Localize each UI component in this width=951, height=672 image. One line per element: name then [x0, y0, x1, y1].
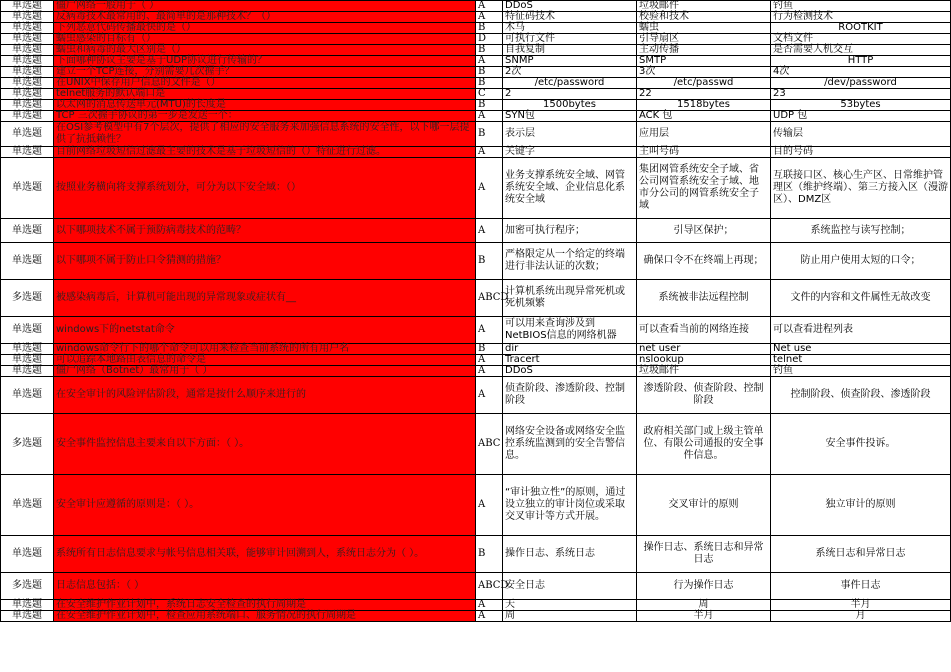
- option-c[interactable]: /dev/password: [771, 78, 951, 89]
- answer-cell[interactable]: A: [476, 317, 503, 344]
- answer-cell[interactable]: A: [476, 158, 503, 219]
- option-b[interactable]: 引导扇区: [637, 34, 771, 45]
- option-a[interactable]: 可执行文件: [503, 34, 637, 45]
- option-b[interactable]: 引导区保护；: [637, 219, 771, 243]
- question-type[interactable]: 单选题: [1, 317, 54, 344]
- option-b[interactable]: 交叉审计的原则: [637, 475, 771, 536]
- option-b[interactable]: 集团网管系统安全子域、省公司网管系统安全子域、地市分公司的网管系统安全子域: [637, 158, 771, 219]
- option-a[interactable]: 严格限定从一个给定的终端进行非法认证的次数；: [503, 243, 637, 280]
- option-c[interactable]: 钓鱼: [771, 366, 951, 377]
- question-text[interactable]: 蠕虫感染的目标有（）: [54, 34, 476, 45]
- answer-cell[interactable]: B: [476, 100, 503, 111]
- option-a[interactable]: 安全日志: [503, 573, 637, 600]
- table-row: [1, 366, 951, 377]
- question-type[interactable]: 多选题: [1, 573, 54, 600]
- question-type[interactable]: 单选题: [1, 34, 54, 45]
- option-b[interactable]: nslookup: [637, 355, 771, 366]
- answer-cell[interactable]: B: [476, 344, 503, 355]
- option-a[interactable]: 可以用来查询涉及到NetBIOS信息的网络机器: [503, 317, 637, 344]
- question-text[interactable]: 可以追踪本地路由表信息的命令是: [54, 355, 476, 366]
- option-a[interactable]: 特征码技术: [503, 12, 637, 23]
- question-text[interactable]: telnet服务的默认端口是: [54, 89, 476, 100]
- answer-cell[interactable]: ABC: [476, 414, 503, 475]
- table-row: [1, 536, 951, 573]
- table-row: [1, 34, 951, 45]
- table-row: [1, 414, 951, 475]
- table-row: [1, 122, 951, 147]
- table-row: [1, 344, 951, 355]
- table-row: [1, 56, 951, 67]
- question-text[interactable]: 僵尸网络（Botnet）最常用于（ ）: [54, 366, 476, 377]
- question-text[interactable]: 建立一个TCP连接，分别需要几次握手？: [54, 67, 476, 78]
- question-type[interactable]: 单选题: [1, 1, 54, 12]
- option-c[interactable]: 系统监控与读写控制；: [771, 219, 951, 243]
- question-type[interactable]: 单选题: [1, 67, 54, 78]
- option-b[interactable]: SMTP: [637, 56, 771, 67]
- question-text[interactable]: 在安全维护作业计划中，系统日志安全检查的执行周期是: [54, 600, 476, 611]
- question-text[interactable]: 安全审计应遵循的原则是：（ ）。: [54, 475, 476, 536]
- option-b[interactable]: 行为操作日志: [637, 573, 771, 600]
- question-type[interactable]: 多选题: [1, 414, 54, 475]
- option-c[interactable]: 安全事件投诉。: [771, 414, 951, 475]
- option-b[interactable]: 校验和技术: [637, 12, 771, 23]
- table-row: [1, 100, 951, 111]
- table-row: [1, 600, 951, 611]
- question-type[interactable]: 单选题: [1, 12, 54, 23]
- question-text[interactable]: 下列恶意代码传播最快的是（）: [54, 23, 476, 34]
- table-row: [1, 317, 951, 344]
- option-b[interactable]: 渗透阶段、侦查阶段、控制阶段: [637, 377, 771, 414]
- option-c[interactable]: 半月: [771, 600, 951, 611]
- answer-cell[interactable]: A: [476, 377, 503, 414]
- question-type[interactable]: 单选题: [1, 89, 54, 100]
- question-type[interactable]: 单选题: [1, 600, 54, 611]
- question-type[interactable]: 单选题: [1, 158, 54, 219]
- question-type[interactable]: 单选题: [1, 122, 54, 147]
- option-c[interactable]: 4次: [771, 67, 951, 78]
- question-text[interactable]: windows下的netstat命令: [54, 317, 476, 344]
- question-type[interactable]: 单选题: [1, 45, 54, 56]
- option-a[interactable]: 2: [503, 89, 637, 100]
- option-b[interactable]: 确保口令不在终端上再现；: [637, 243, 771, 280]
- answer-cell[interactable]: A: [476, 355, 503, 366]
- question-text[interactable]: 日志信息包括：（ ）: [54, 573, 476, 600]
- answer-cell[interactable]: A: [476, 1, 503, 12]
- table-row: [1, 377, 951, 414]
- option-b[interactable]: 周: [637, 600, 771, 611]
- option-b[interactable]: 垃圾邮件: [637, 1, 771, 12]
- table-row: [1, 573, 951, 600]
- option-a[interactable]: 周: [503, 611, 637, 622]
- table-row: [1, 280, 951, 317]
- question-type[interactable]: 单选题: [1, 475, 54, 536]
- option-b[interactable]: /etc/passwd: [637, 78, 771, 89]
- question-type[interactable]: 单选题: [1, 366, 54, 377]
- option-a[interactable]: 侦查阶段、渗透阶段、控制阶段: [503, 377, 637, 414]
- option-a[interactable]: 1500bytes: [503, 100, 637, 111]
- option-a[interactable]: DDoS: [503, 1, 637, 12]
- answer-cell[interactable]: B: [476, 536, 503, 573]
- question-type[interactable]: 单选题: [1, 344, 54, 355]
- question-text[interactable]: 按照业务横向将支撑系统划分，可分为以下安全域：（）: [54, 158, 476, 219]
- option-a[interactable]: “审计独立性”的原则，通过设立独立的审计岗位或采取交叉审计等方式开展。: [503, 475, 637, 536]
- option-a[interactable]: 计算机系统出现异常死机或死机频繁: [503, 280, 637, 317]
- option-c[interactable]: 可以查看进程列表: [771, 317, 951, 344]
- option-c[interactable]: 传输层: [771, 122, 951, 147]
- question-text[interactable]: 安全事件监控信息主要来自以下方面：（ ）。: [54, 414, 476, 475]
- question-type[interactable]: 单选题: [1, 78, 54, 89]
- question-text[interactable]: 反病毒技术最常用的、最简单的是那种技术？（）: [54, 12, 476, 23]
- answer-cell[interactable]: A: [476, 147, 503, 158]
- option-a[interactable]: SYN包: [503, 111, 637, 122]
- option-c[interactable]: UDP 包: [771, 111, 951, 122]
- option-b[interactable]: 半月: [637, 611, 771, 622]
- table-row: [1, 12, 951, 23]
- option-b[interactable]: net user: [637, 344, 771, 355]
- answer-cell[interactable]: A: [476, 366, 503, 377]
- option-c[interactable]: 文档文件: [771, 34, 951, 45]
- table-row: [1, 243, 951, 280]
- question-text[interactable]: 目前网络垃圾短信过滤最主要的技术是基于垃圾短信的（）特征进行过滤。: [54, 147, 476, 158]
- option-a[interactable]: 2次: [503, 67, 637, 78]
- question-text[interactable]: TCP 三次握手协议的第一步是发送一个：: [54, 111, 476, 122]
- answer-cell[interactable]: B: [476, 67, 503, 78]
- question-text[interactable]: 在安全审计的风险评估阶段，通常是按什么顺序来进行的: [54, 377, 476, 414]
- option-c[interactable]: ROOTKIT: [771, 23, 951, 34]
- question-text[interactable]: 以下哪项不属于防止口令猜测的措施？: [54, 243, 476, 280]
- table-row: [1, 147, 951, 158]
- question-type[interactable]: 单选题: [1, 23, 54, 34]
- question-text[interactable]: 蠕虫和病毒的最大区别是（）: [54, 45, 476, 56]
- option-b[interactable]: 应用层: [637, 122, 771, 147]
- question-type[interactable]: 单选题: [1, 100, 54, 111]
- answer-cell[interactable]: ABCD: [476, 280, 503, 317]
- table-row: [1, 219, 951, 243]
- question-text[interactable]: 下面哪种协议主要是基于UDP协议进行传输的？: [54, 56, 476, 67]
- question-type[interactable]: 单选题: [1, 111, 54, 122]
- question-text[interactable]: 系统所有日志信息要求与帐号信息相关联，能够审计回溯到人，系统日志分为（ ）。: [54, 536, 476, 573]
- option-c[interactable]: 是否需要人机交互: [771, 45, 951, 56]
- option-a[interactable]: 天: [503, 600, 637, 611]
- option-c[interactable]: HTTP: [771, 56, 951, 67]
- question-type[interactable]: 多选题: [1, 280, 54, 317]
- table-row: [1, 89, 951, 100]
- option-c[interactable]: 月: [771, 611, 951, 622]
- option-c[interactable]: 系统日志和异常日志: [771, 536, 951, 573]
- answer-cell[interactable]: B: [476, 122, 503, 147]
- option-b[interactable]: 1518bytes: [637, 100, 771, 111]
- question-type[interactable]: 单选题: [1, 219, 54, 243]
- table-row: [1, 111, 951, 122]
- table-row: [1, 158, 951, 219]
- question-text[interactable]: 在OSI参考模型中有7个层次，提供了相应的安全服务来加强信息系统的安全性，以下哪一层提供了抗抵赖性？: [54, 122, 476, 147]
- option-b[interactable]: 可以查看当前的网络连接: [637, 317, 771, 344]
- option-a[interactable]: 操作日志、系统日志: [503, 536, 637, 573]
- option-c[interactable]: telnet: [771, 355, 951, 366]
- table-row: [1, 67, 951, 78]
- question-text[interactable]: 被感染病毒后，计算机可能出现的异常现象或症状有__: [54, 280, 476, 317]
- answer-cell[interactable]: ABCD: [476, 573, 503, 600]
- question-type[interactable]: 单选题: [1, 243, 54, 280]
- table-row: [1, 45, 951, 56]
- option-a[interactable]: 木马: [503, 23, 637, 34]
- option-c[interactable]: 控制阶段、侦查阶段、渗透阶段: [771, 377, 951, 414]
- option-c[interactable]: Net use: [771, 344, 951, 355]
- answer-cell[interactable]: B: [476, 78, 503, 89]
- option-c[interactable]: 53bytes: [771, 100, 951, 111]
- option-b[interactable]: 3次: [637, 67, 771, 78]
- answer-cell[interactable]: A: [476, 611, 503, 622]
- answer-cell[interactable]: A: [476, 475, 503, 536]
- option-b[interactable]: 22: [637, 89, 771, 100]
- option-b[interactable]: 垃圾邮件: [637, 366, 771, 377]
- question-text[interactable]: 以太网的消息传送单元(MTU)的长度是: [54, 100, 476, 111]
- answer-cell[interactable]: D: [476, 34, 503, 45]
- answer-cell[interactable]: A: [476, 12, 503, 23]
- option-a[interactable]: 业务支撑系统安全域、网管系统安全域、企业信息化系统安全域: [503, 158, 637, 219]
- option-a[interactable]: dir: [503, 344, 637, 355]
- option-c[interactable]: 钓鱼: [771, 1, 951, 12]
- option-a[interactable]: SNMP: [503, 56, 637, 67]
- option-a[interactable]: DDoS: [503, 366, 637, 377]
- option-b[interactable]: 蠕虫: [637, 23, 771, 34]
- question-text[interactable]: windows命令行下的哪个命令可以用来检查当前系统的所有用户名: [54, 344, 476, 355]
- option-c[interactable]: 文件的内容和文件属性无故改变: [771, 280, 951, 317]
- option-a[interactable]: Tracert: [503, 355, 637, 366]
- question-type[interactable]: 单选题: [1, 56, 54, 67]
- option-c[interactable]: 防止用户使用太短的口令；: [771, 243, 951, 280]
- table-row: [1, 475, 951, 536]
- option-b[interactable]: 系统被非法远程控制: [637, 280, 771, 317]
- question-text[interactable]: 在安全维护作业计划中，检查应用系统端口、服务情况的执行周期是: [54, 611, 476, 622]
- question-text[interactable]: 僵尸网络一般用于（ ）: [54, 1, 476, 12]
- question-type[interactable]: 单选题: [1, 611, 54, 622]
- option-b[interactable]: ACK 包: [637, 111, 771, 122]
- option-c[interactable]: 独立审计的原则: [771, 475, 951, 536]
- question-type[interactable]: 单选题: [1, 355, 54, 366]
- answer-cell[interactable]: A: [476, 219, 503, 243]
- answer-cell[interactable]: B: [476, 45, 503, 56]
- option-c[interactable]: 互联接口区、核心生产区、日常维护管理区（维护终端）、第三方接入区（漫游区）、DMZ区: [771, 158, 951, 219]
- question-type[interactable]: 单选题: [1, 147, 54, 158]
- option-a[interactable]: 自我复制: [503, 45, 637, 56]
- table-row: [1, 1, 951, 12]
- option-b[interactable]: 主动传播: [637, 45, 771, 56]
- option-b[interactable]: 操作日志、系统日志和异常日志: [637, 536, 771, 573]
- option-c[interactable]: 23: [771, 89, 951, 100]
- answer-cell[interactable]: C: [476, 89, 503, 100]
- answer-cell[interactable]: B: [476, 23, 503, 34]
- question-type[interactable]: 单选题: [1, 377, 54, 414]
- question-type[interactable]: 单选题: [1, 536, 54, 573]
- table-row: [1, 355, 951, 366]
- table-row: [1, 23, 951, 34]
- table-row: [1, 78, 951, 89]
- option-a[interactable]: 网络安全设备或网络安全监控系统监测到的安全告警信息。: [503, 414, 637, 475]
- question-text[interactable]: 在UNIX中保存用户信息的文件是（）: [54, 78, 476, 89]
- option-a[interactable]: 关键字: [503, 147, 637, 158]
- answer-cell[interactable]: A: [476, 111, 503, 122]
- answer-cell[interactable]: A: [476, 56, 503, 67]
- option-a[interactable]: 加密可执行程序；: [503, 219, 637, 243]
- option-b[interactable]: 主叫号码: [637, 147, 771, 158]
- table-row: [1, 611, 951, 622]
- option-c[interactable]: 目的号码: [771, 147, 951, 158]
- option-c[interactable]: 行为检测技术: [771, 12, 951, 23]
- option-c[interactable]: 事件日志: [771, 573, 951, 600]
- answer-cell[interactable]: A: [476, 600, 503, 611]
- option-b[interactable]: 政府相关部门或上级主管单位、有限公司通报的安全事件信息。: [637, 414, 771, 475]
- question-text[interactable]: 以下哪项技术不属于预防病毒技术的范畴？: [54, 219, 476, 243]
- option-a[interactable]: 表示层: [503, 122, 637, 147]
- answer-cell[interactable]: B: [476, 243, 503, 280]
- option-a[interactable]: /etc/password: [503, 78, 637, 89]
